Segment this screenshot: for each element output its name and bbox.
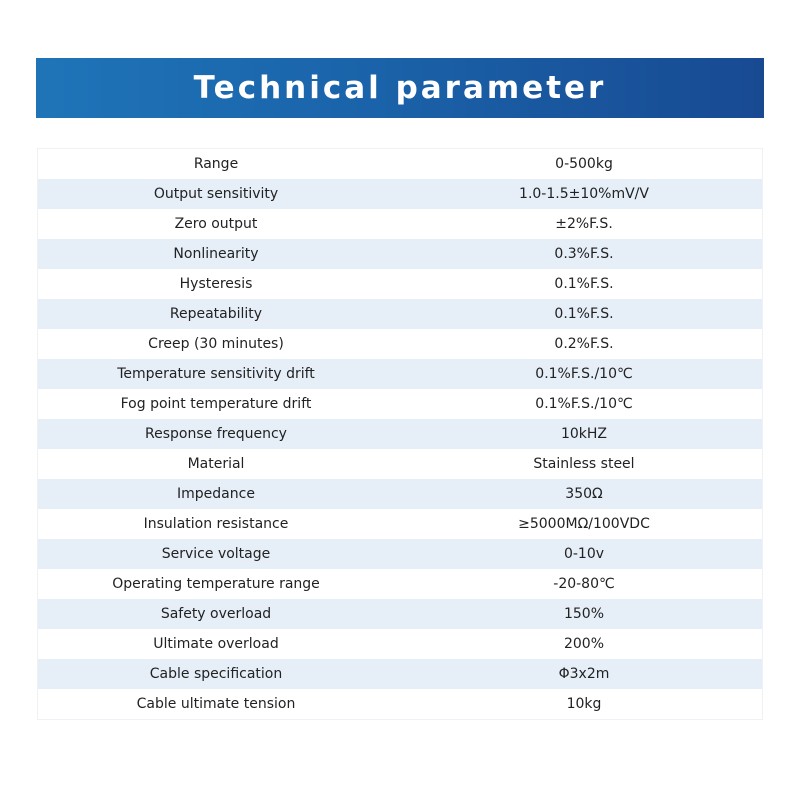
param-name: Repeatability bbox=[169, 306, 263, 322]
param-value: ≥5000MΩ/100VDC bbox=[518, 516, 650, 532]
param-name: Temperature sensitivity drift bbox=[117, 366, 315, 382]
param-name: Hysteresis bbox=[179, 276, 253, 292]
param-name: Fog point temperature drift bbox=[120, 396, 312, 412]
param-value: 200% bbox=[563, 636, 605, 652]
table-row bbox=[38, 539, 762, 569]
table-row bbox=[38, 689, 762, 719]
param-name: Safety overload bbox=[160, 606, 272, 622]
param-name: Operating temperature range bbox=[112, 576, 320, 592]
table-row bbox=[38, 509, 762, 539]
table-row bbox=[38, 629, 762, 659]
table-row bbox=[38, 389, 762, 419]
param-value: ±2%F.S. bbox=[555, 216, 613, 232]
param-value: -20-80℃ bbox=[553, 576, 615, 592]
param-value: 0.1%F.S./10℃ bbox=[535, 366, 633, 382]
param-value: 150% bbox=[563, 606, 605, 622]
table-row bbox=[38, 269, 762, 299]
param-name: Nonlinearity bbox=[173, 246, 259, 262]
table-row bbox=[38, 239, 762, 269]
param-name: Insulation resistance bbox=[143, 516, 289, 532]
table-row bbox=[38, 299, 762, 329]
table-row bbox=[38, 449, 762, 479]
param-name: Output sensitivity bbox=[153, 186, 279, 202]
table-row bbox=[38, 569, 762, 599]
table-row bbox=[38, 179, 762, 209]
param-value: 0.3%F.S. bbox=[554, 246, 614, 262]
table-row bbox=[38, 209, 762, 239]
table-row bbox=[38, 479, 762, 509]
param-value: 0-500kg bbox=[555, 156, 613, 172]
param-name: Material bbox=[187, 456, 245, 472]
param-value: 350Ω bbox=[565, 486, 603, 502]
param-value: 10kg bbox=[566, 696, 602, 712]
param-value: 0.1%F.S./10℃ bbox=[535, 396, 633, 412]
param-name: Creep (30 minutes) bbox=[148, 336, 284, 352]
table-row bbox=[38, 419, 762, 449]
param-value: 1.0-1.5±10%mV/V bbox=[519, 186, 649, 202]
param-value: 10kHZ bbox=[560, 426, 608, 442]
param-name: Impedance bbox=[177, 486, 255, 502]
param-name: Cable ultimate tension bbox=[136, 696, 296, 712]
param-name: Response frequency bbox=[145, 426, 287, 442]
param-name: Zero output bbox=[174, 216, 258, 232]
param-value: 0.1%F.S. bbox=[554, 306, 614, 322]
param-value: 0-10v bbox=[563, 546, 605, 562]
param-name: Ultimate overload bbox=[153, 636, 279, 652]
param-value: 0.2%F.S. bbox=[554, 336, 614, 352]
param-value: Stainless steel bbox=[533, 456, 635, 472]
table-row bbox=[38, 359, 762, 389]
param-name: Service voltage bbox=[161, 546, 271, 562]
table-row bbox=[38, 329, 762, 359]
table-row bbox=[38, 659, 762, 689]
table-row bbox=[38, 599, 762, 629]
param-name: Range bbox=[193, 156, 239, 172]
param-value: Φ3x2m bbox=[558, 666, 610, 682]
param-name: Cable specification bbox=[149, 666, 283, 682]
title-banner bbox=[36, 58, 764, 118]
spec-table bbox=[37, 148, 763, 720]
page-title: Technical parameter bbox=[193, 69, 607, 106]
param-value: 0.1%F.S. bbox=[554, 276, 614, 292]
table-row bbox=[38, 149, 762, 179]
